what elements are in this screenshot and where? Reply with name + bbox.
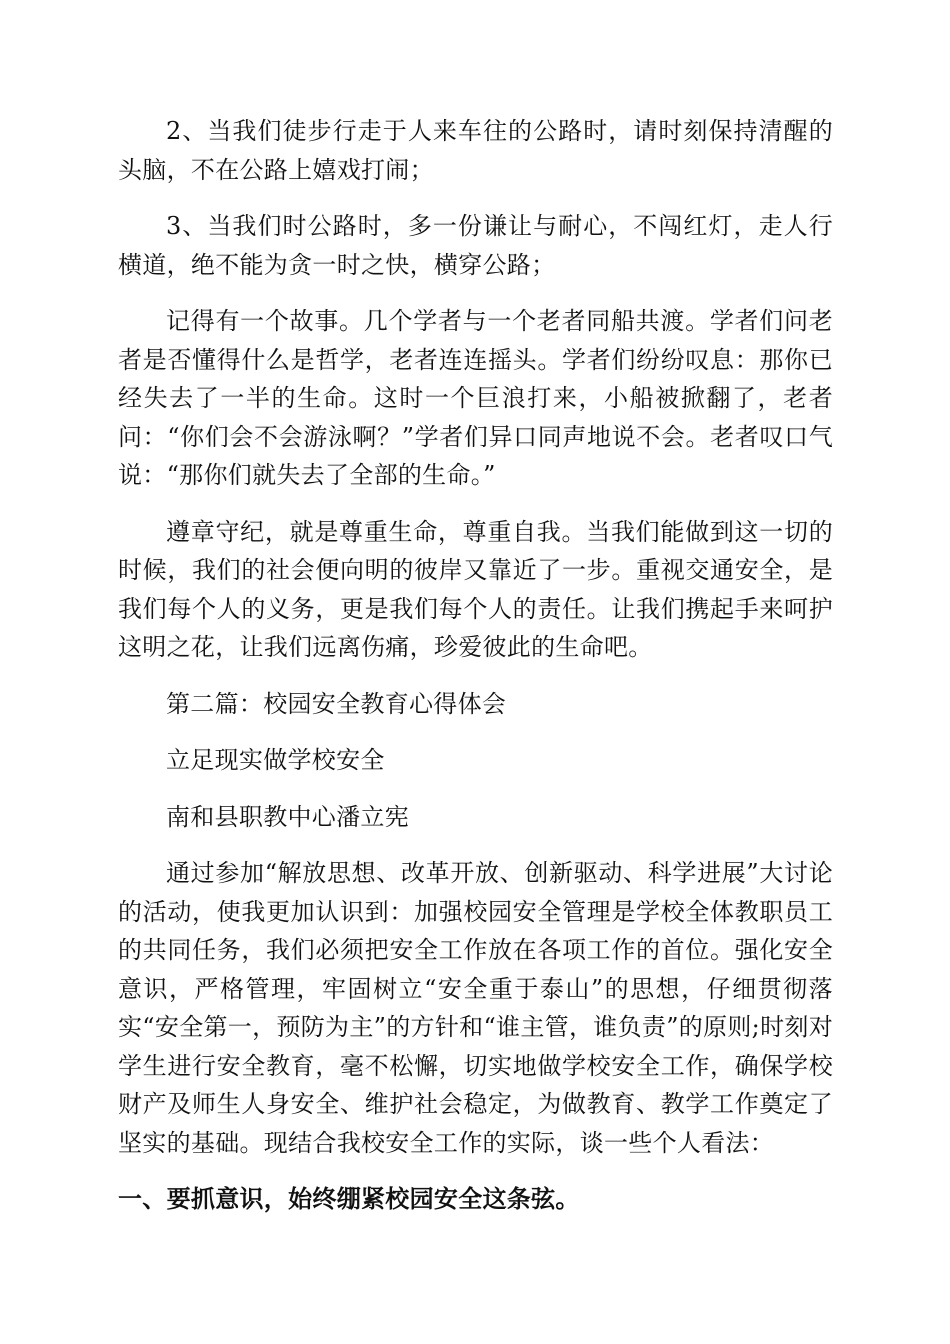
chapter-title: 第二篇：校园安全教育心得体会: [166, 689, 507, 718]
paragraph-intro: 通过参加“解放思想、改革开放、创新驱动、科学进展”大讨论的活动，使我更加认识到：加强校园安全管理是学校全体教职员工的共同任务，我们必须把安全工作放在各项工作的首位。强化安全意识，严格管理，牢固树立“安全重于泰山”的思想，仔细贯彻落实“安全第一，预防为主”的方针和“谁主管，谁负责”的原则;时刻对学生进行安全教育，毫不松懈，切实地做学校安全工作，确保学校财产及师生人身安全、维护社会稳定，为做教育、教学工作奠定了坚实的基础。现结合我校安全工作的实际，谈一些个人看法：: [118, 859, 833, 1157]
paragraph-conclusion: 遵章守纪，就是尊重生命，尊重自我。当我们能做到这一切的时候，我们的社会便向明的彼岸又靠近了一步。重视交通安全，是我们每个人的义务，更是我们每个人的责任。让我们携起手来呵护这明之花，让我们远离伤痛，珍爱彼此的生命吧。: [118, 517, 833, 661]
paragraph-crossing-road: 3、当我们时公路时，多一份谦让与耐心，不闯红灯，走人行横道，绝不能为贪一时之快，横穿公路；: [118, 212, 833, 279]
article-title: 立足现实做学校安全: [166, 746, 385, 774]
paragraph-walking-safety: 2、当我们徒步行走于人来车往的公路时，请时刻保持清醒的头脑，不在公路上嬉戏打闹；: [118, 117, 833, 184]
section-heading: 一、要抓意识，始终绷紧校园安全这条弦。: [118, 1185, 580, 1213]
author-line: 南和县职教中心潘立宪: [166, 802, 409, 831]
paragraph-story: 记得有一个故事。几个学者与一个老者同船共渡。学者们问老者是否懂得什么是哲学，老者连连摇头。学者们纷纷叹息：那你已经失去了一半的生命。这时一个巨浪打来，小船被掀翻了，老者问：“你们会不会游泳啊？”学者们异口同声地说不会。老者叹口气说：“那你们就失去了全部的生命。”: [118, 307, 833, 489]
document-page: [118, 112, 833, 1219]
